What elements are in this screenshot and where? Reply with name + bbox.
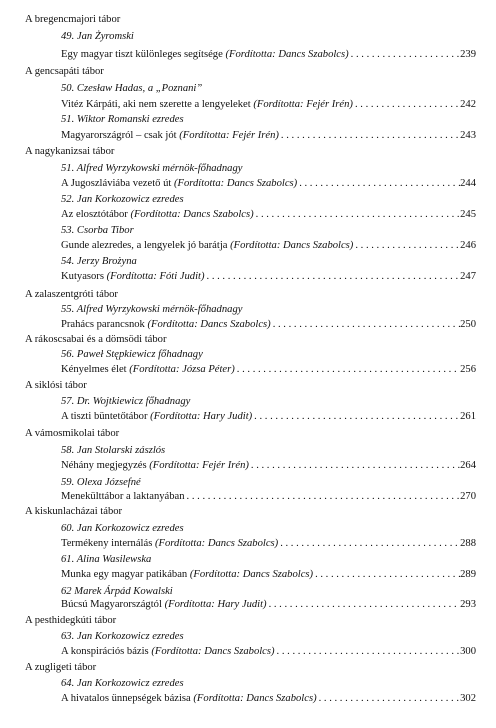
entry-title: A Jugoszláviába vezető út xyxy=(61,178,172,189)
page-number: 239 xyxy=(460,49,476,60)
entry-author: 55. Alfred Wyrzykowski mérnök-főhadnagy xyxy=(61,304,243,315)
entry-translator: (Fordította: Fejér Irén) xyxy=(149,460,249,471)
toc-entry[interactable] xyxy=(61,240,476,252)
page-number: 264 xyxy=(460,460,476,471)
entry-author: 50. Czesław Hadas, a „Poznani” xyxy=(61,83,203,94)
entry-translator: (Fordította: Dancs Szabolcs) xyxy=(225,49,349,60)
entry-title: Gunde alezredes, a lengyelek jó barátja xyxy=(61,240,228,251)
dot-leader xyxy=(353,99,460,111)
dot-leader xyxy=(249,460,460,472)
entry-translator: (Fordította: Dancs Szabolcs) xyxy=(130,209,254,220)
camp-heading: A vámosmikolai tábor xyxy=(25,428,120,439)
page-number: 289 xyxy=(460,569,476,580)
entry-title: Búcsú Magyarországtól xyxy=(61,599,162,610)
dot-leader xyxy=(278,538,460,550)
dot-leader xyxy=(267,599,461,611)
page-number: 288 xyxy=(460,538,476,549)
entry-translator: (Fordította: Fóti Judit) xyxy=(106,271,205,282)
toc-entry[interactable] xyxy=(61,538,476,550)
page-number: 302 xyxy=(460,693,476,704)
entry-author: 54. Jerzy Brożyna xyxy=(61,256,137,267)
camp-heading: A gencsapáti tábor xyxy=(25,66,104,77)
entry-author: 49. Jan Żyromski xyxy=(61,31,134,42)
dot-leader xyxy=(252,411,460,423)
entry-title-line xyxy=(61,646,275,658)
entry-title-line xyxy=(61,411,252,423)
toc-entry[interactable] xyxy=(61,646,476,658)
page-number: 261 xyxy=(460,411,476,422)
entry-title: Néhány megjegyzés xyxy=(61,460,147,471)
entry-translator: (Fordította: Dancs Szabolcs) xyxy=(193,693,317,704)
camp-heading: A nagykanizsai tábor xyxy=(25,146,115,157)
entry-title: A tiszti büntetőtábor xyxy=(61,411,148,422)
page-number: 256 xyxy=(460,364,476,375)
entry-title: Az elosztótábor xyxy=(61,209,128,220)
entry-translator: (Fordította: Hary Judit) xyxy=(150,411,253,422)
dot-leader xyxy=(349,49,460,61)
toc-entry[interactable] xyxy=(61,271,476,283)
entry-translator: (Fordította: Dancs Szabolcs) xyxy=(230,240,354,251)
dot-leader xyxy=(317,693,461,705)
toc-entry[interactable] xyxy=(61,460,476,472)
entry-title-line xyxy=(61,599,267,611)
entry-title-line xyxy=(61,491,185,503)
toc-entry[interactable] xyxy=(61,209,476,221)
entry-title-line xyxy=(61,569,313,581)
entry-author: 60. Jan Korkozowicz ezredes xyxy=(61,523,184,534)
dot-leader xyxy=(275,646,461,658)
entry-translator: (Fordította: Dancs Szabolcs) xyxy=(154,538,279,549)
page-number: 242 xyxy=(460,99,476,110)
dot-leader xyxy=(185,491,461,503)
dot-leader xyxy=(353,240,460,252)
camp-heading: A bregencmajori tábor xyxy=(25,14,121,25)
toc-entry[interactable] xyxy=(61,99,476,111)
camp-heading: A zalaszentgróti tábor xyxy=(25,289,118,300)
page-number: 246 xyxy=(460,240,476,251)
page-number: 300 xyxy=(460,646,476,657)
page-number: 247 xyxy=(460,271,476,282)
entry-translator: (Fordította: Dancs Szabolcs) xyxy=(147,319,271,330)
toc-entry[interactable] xyxy=(61,491,476,503)
entry-author: 59. Olexa Józsefné xyxy=(61,477,141,488)
entry-title-line xyxy=(61,209,254,221)
toc-entry[interactable] xyxy=(61,49,476,61)
entry-title: Magyarországról – csak jót xyxy=(61,130,177,141)
entry-translator: (Fordította: Hary Judit) xyxy=(164,599,267,610)
entry-author: 61. Alina Wasilewska xyxy=(61,554,152,565)
dot-leader xyxy=(205,271,461,283)
dot-leader xyxy=(254,209,460,221)
entry-title-line xyxy=(61,49,349,61)
toc-entry[interactable] xyxy=(61,319,476,331)
page-number: 244 xyxy=(460,178,476,189)
page-number: 243 xyxy=(460,130,476,141)
entry-title-line xyxy=(61,178,297,190)
entry-title: Munka egy magyar patikában xyxy=(61,569,188,580)
entry-title: Termékeny internálás xyxy=(61,538,153,549)
entry-title-line xyxy=(61,460,249,472)
entry-author: 51. Alfred Wyrzykowski mérnök-főhadnagy xyxy=(61,163,243,174)
page-number: 245 xyxy=(460,209,476,220)
entry-translator: (Fordította: Józsa Péter) xyxy=(129,364,235,375)
entry-author: 57. Dr. Wojtkiewicz főhadnagy xyxy=(61,396,191,407)
entry-title: Kényelmes élet xyxy=(61,364,127,375)
entry-title-line xyxy=(61,693,317,705)
entry-translator: (Fordította: Dancs Szabolcs) xyxy=(151,646,275,657)
entry-title-line xyxy=(61,130,279,142)
dot-leader xyxy=(271,319,460,331)
entry-title: Menekülttábor a laktanyában xyxy=(61,491,185,502)
page-number: 270 xyxy=(460,491,476,502)
camp-heading: A siklósi tábor xyxy=(25,380,87,391)
entry-title: Vitéz Kárpáti, aki nem szerette a lengyeleket xyxy=(61,99,251,110)
entry-author: 52. Jan Korkozowicz ezredes xyxy=(61,194,184,205)
toc-entry[interactable] xyxy=(61,599,476,611)
camp-heading: A pesthidegkúti tábor xyxy=(25,615,117,626)
entry-translator: (Fordította: Dancs Szabolcs) xyxy=(189,569,314,580)
page-number: 293 xyxy=(460,599,476,610)
toc-entry[interactable] xyxy=(61,178,476,190)
entry-author: 64. Jan Korkozowicz ezredes xyxy=(61,678,184,689)
entry-author: 58. Jan Stolarski zászlós xyxy=(61,445,166,456)
entry-author: 63. Jan Korkozowicz ezredes xyxy=(61,631,184,642)
dot-leader xyxy=(313,569,460,581)
toc-entry[interactable] xyxy=(61,130,476,142)
entry-title-line xyxy=(61,538,278,550)
dot-leader xyxy=(297,178,460,190)
entry-title: Egy magyar tiszt különleges segítsége xyxy=(61,49,223,60)
toc-entry[interactable] xyxy=(61,693,476,705)
entry-translator: (Fordította: Fejér Irén) xyxy=(253,99,353,110)
camp-heading: A kiskunlacházai tábor xyxy=(25,506,123,517)
entry-title-line xyxy=(61,99,353,111)
toc-entry[interactable] xyxy=(61,411,476,423)
dot-leader xyxy=(279,130,460,142)
entry-title-line xyxy=(61,364,235,376)
dot-leader xyxy=(235,364,460,376)
entry-title: A konspirációs bázis xyxy=(61,646,149,657)
entry-title: Prahács parancsnok xyxy=(61,319,145,330)
camp-heading: A rákoscsabai és a dömsödi tábor xyxy=(25,334,167,345)
entry-translator: (Fordította: Dancs Szabolcs) xyxy=(173,178,298,189)
toc-entry[interactable] xyxy=(61,364,476,376)
entry-title: A hivatalos ünnepségek bázisa xyxy=(61,693,191,704)
entry-translator: (Fordította: Fejér Irén) xyxy=(179,130,279,141)
entry-title-line xyxy=(61,240,353,252)
entry-author: 62 Marek Árpád Kowalski xyxy=(61,586,173,597)
entry-title: Kutyasors xyxy=(61,271,104,282)
entry-author: 53. Csorba Tibor xyxy=(61,225,134,236)
entry-title-line xyxy=(61,319,271,331)
toc-entry[interactable] xyxy=(61,569,476,581)
camp-heading: A zugligeti tábor xyxy=(25,662,97,673)
entry-author: 56. Paweł Stępkiewicz főhadnagy xyxy=(61,349,203,360)
page-number: 250 xyxy=(460,319,476,330)
entry-title-line xyxy=(61,271,205,283)
entry-author: 51. Wiktor Romanski ezredes xyxy=(61,114,184,125)
